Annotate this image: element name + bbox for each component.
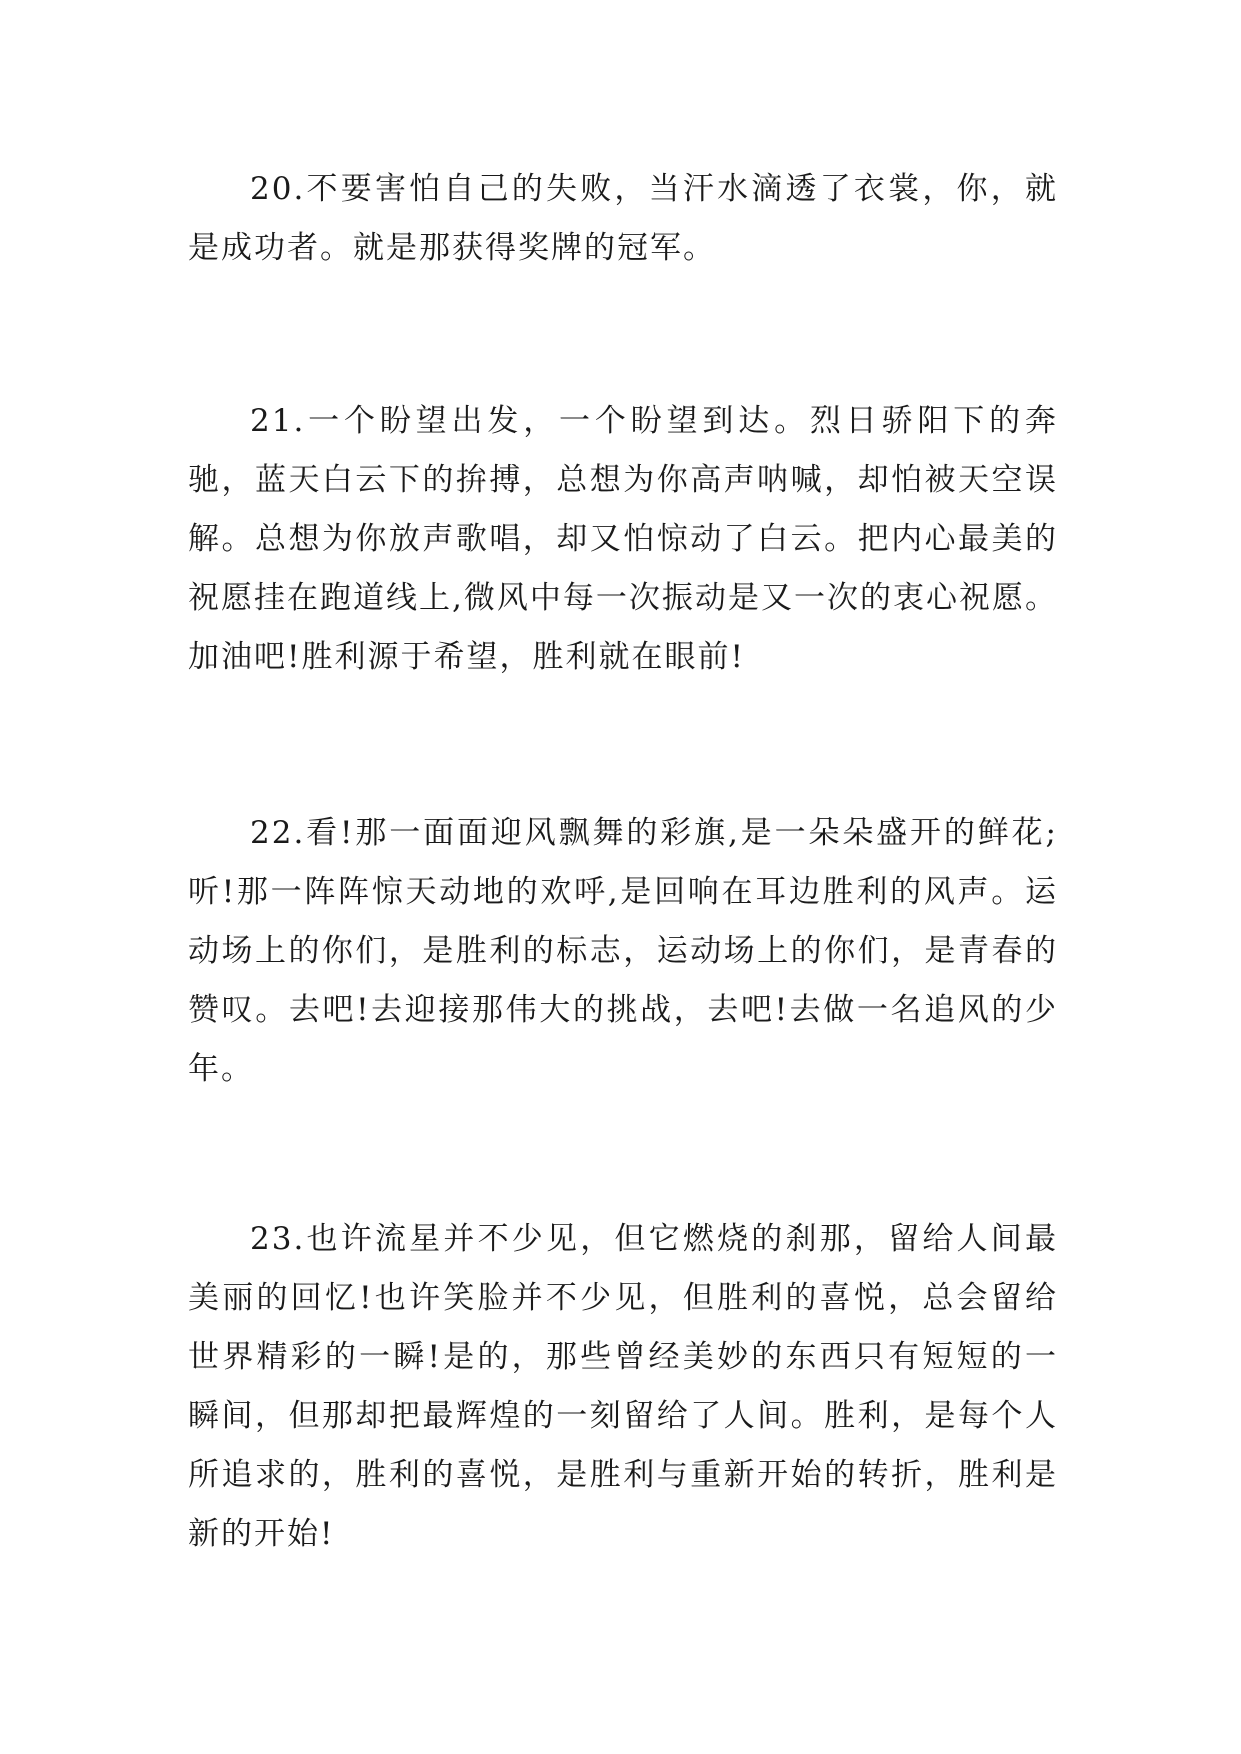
- paragraph-22: 22.看!那一面面迎风飘舞的彩旗,是一朵朵盛开的鲜花;听!那一阵阵惊天动地的欢呼,是回响在耳边胜利的风声。运动场上的你们，是胜利的标志，运动场上的你们，是青春的赞叹。去吧!去迎接那伟大的挑战，去吧!去做一名追风的少年。: [188, 815, 1058, 1087]
- paragraph-21: 21.一个盼望出发，一个盼望到达。烈日骄阳下的奔驰，蓝天白云下的拚搏，总想为你高声呐喊，却怕被天空误解。总想为你放声歌唱，却又怕惊动了白云。把内心最美的祝愿挂在跑道线上,微风中每一次振动是又一次的衷心祝愿。加油吧!胜利源于希望，胜利就在眼前!: [188, 403, 1058, 675]
- paragraph-20: 20.不要害怕自己的失败，当汗水滴透了衣裳，你，就是成功者。就是那获得奖牌的冠军。: [188, 171, 1058, 266]
- paragraph-23: 23.也许流星并不少见，但它燃烧的刹那，留给人间最美丽的回忆!也许笑脸并不少见，但胜利的喜悦，总会留给世界精彩的一瞬!是的，那些曾经美妙的东西只有短短的一瞬间，但那却把最辉煌的一刻留给了人间。胜利，是每个人所追求的，胜利的喜悦，是胜利与重新开始的转折，胜利是新的开始!: [188, 1221, 1058, 1552]
